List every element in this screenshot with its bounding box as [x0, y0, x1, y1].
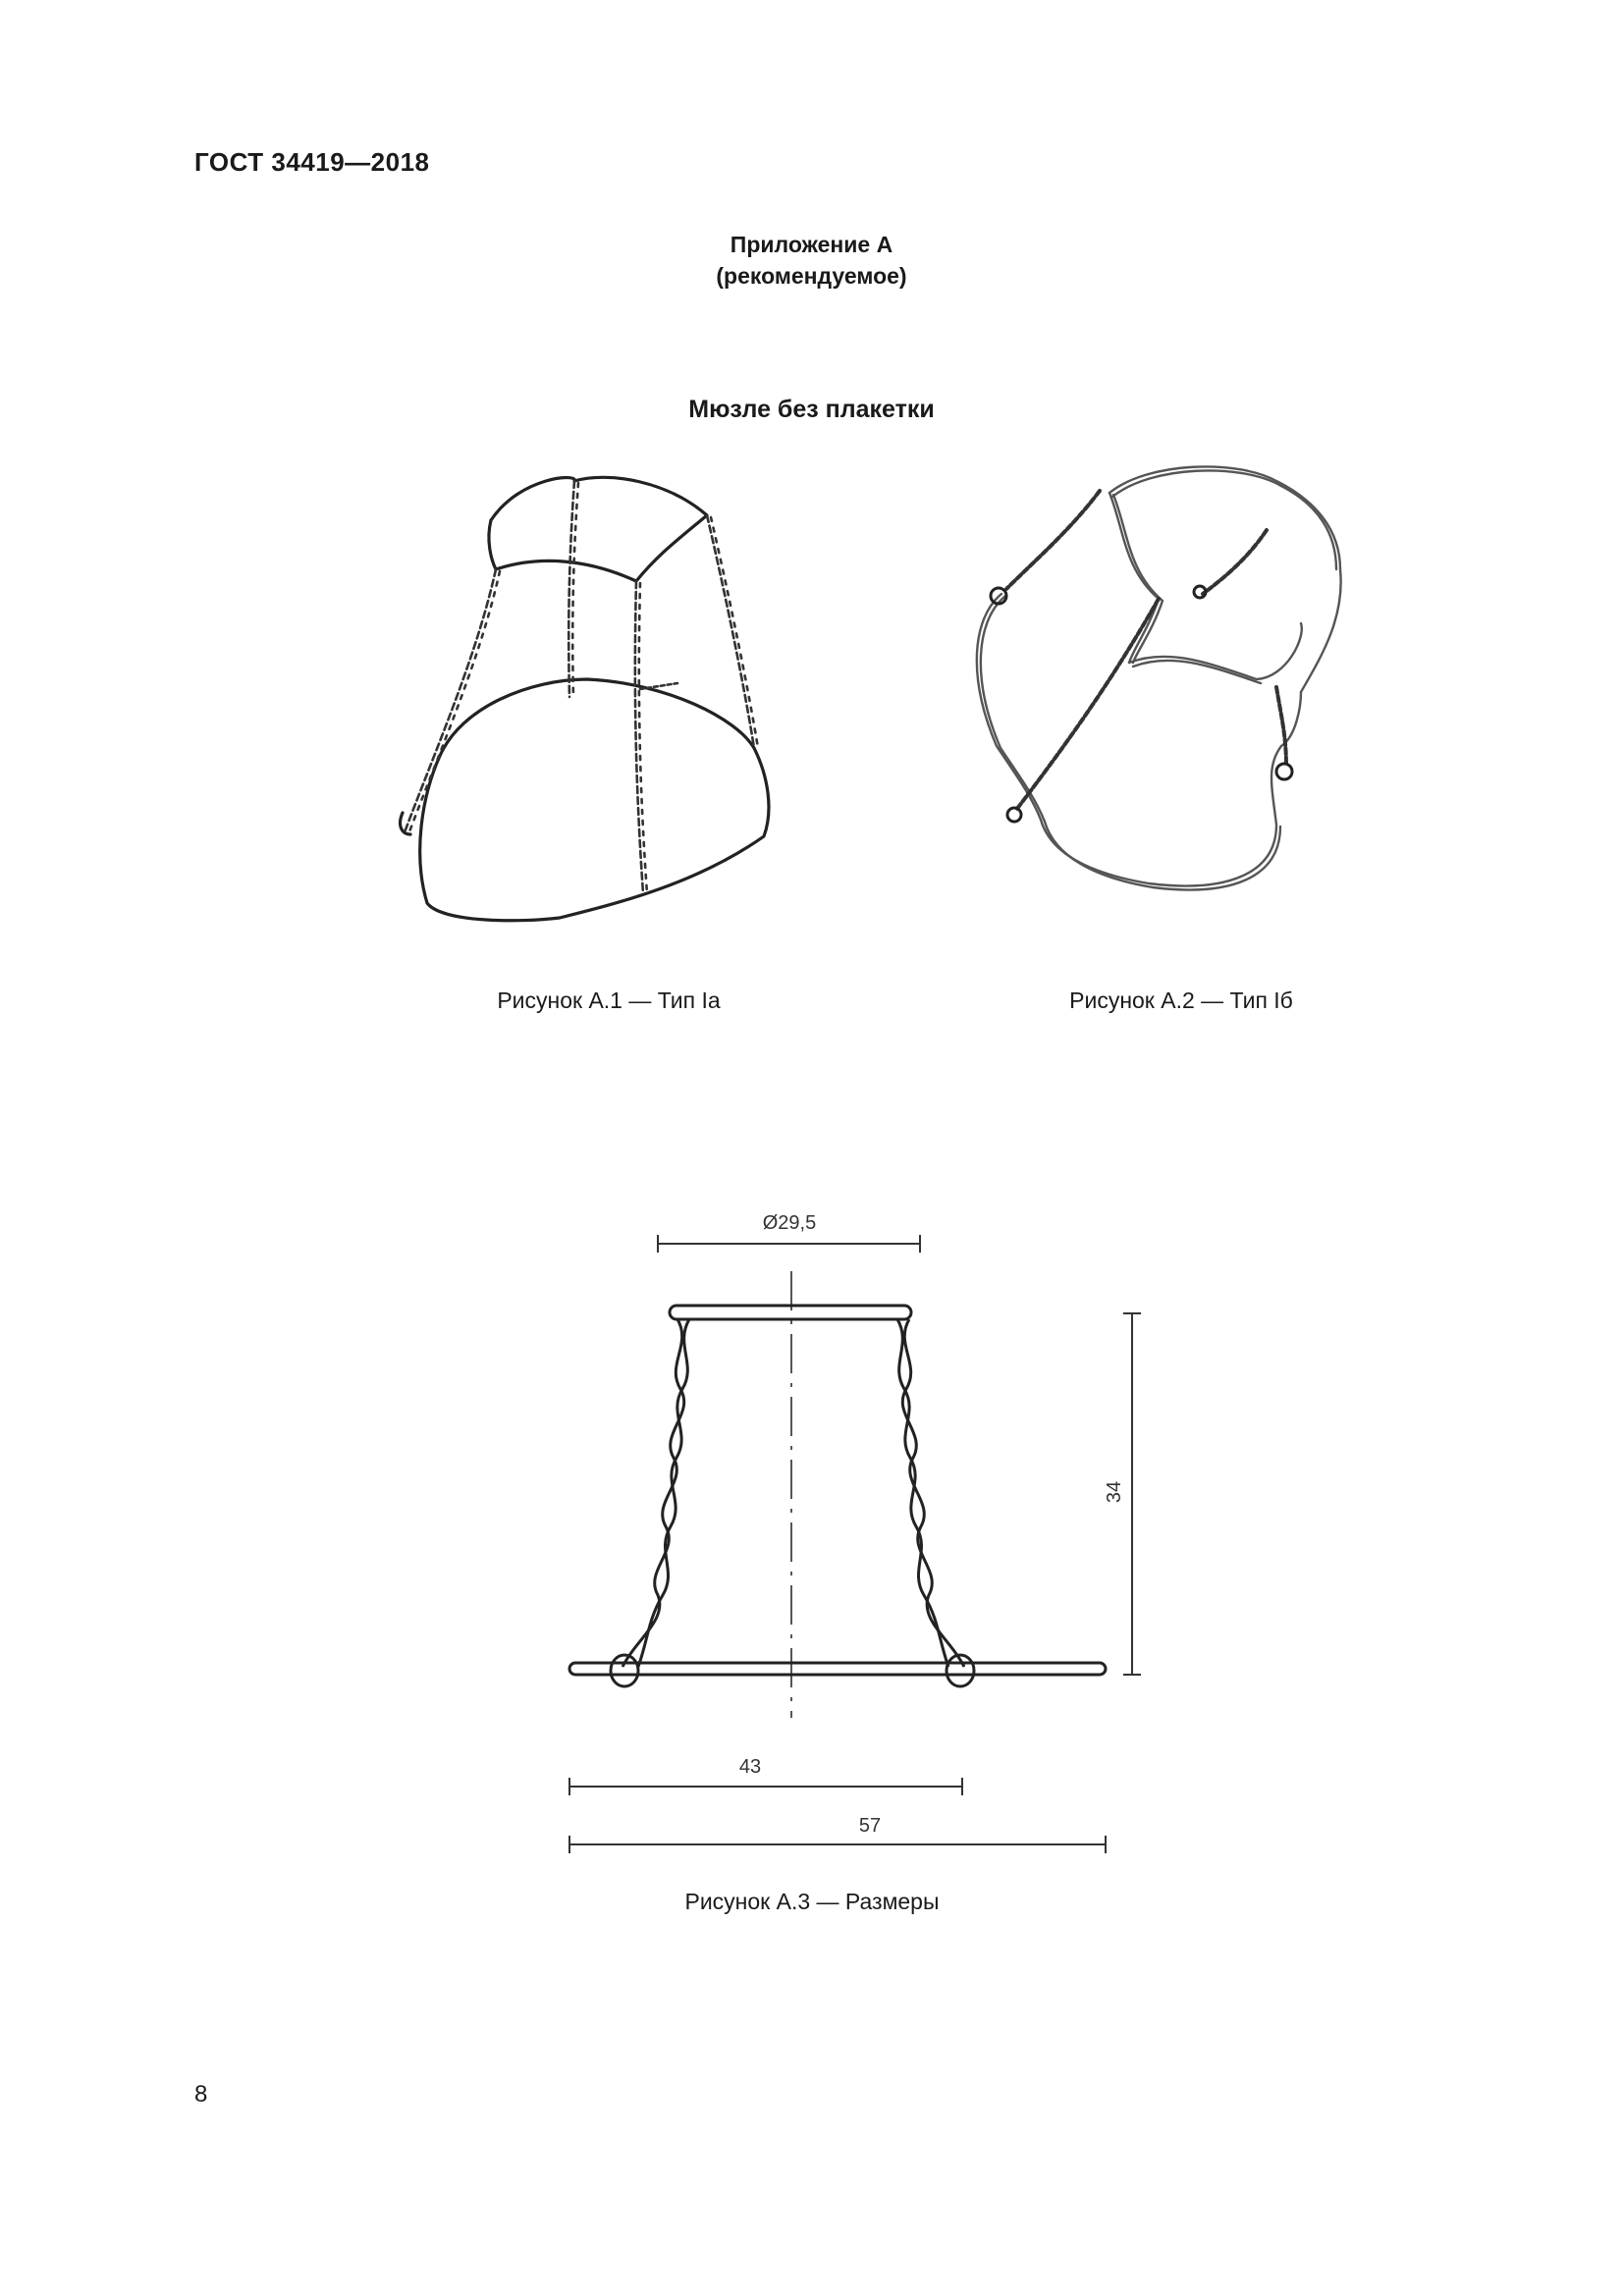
section-title: Мюзле без плакетки: [688, 396, 935, 423]
page-number: 8: [194, 2081, 208, 2108]
figure-a3-caption: Рисунок А.3 — Размеры: [684, 1889, 940, 1914]
appendix-title: Приложение А: [730, 232, 893, 257]
standard-header: ГОСТ 34419—2018: [194, 147, 430, 177]
appendix-status: (рекомендуемое): [716, 263, 907, 289]
appendix-heading: [0, 229, 1623, 292]
figure-a2-caption: Рисунок А.2 — Тип Iб: [1069, 988, 1293, 1013]
dim-outer-label: 57: [858, 1815, 882, 1837]
figure-a3-dimension-drawing: [550, 1198, 1159, 1885]
dim-inner-label: 43: [738, 1756, 762, 1778]
dim-diameter-label: Ø29,5: [762, 1212, 817, 1234]
figure-a2-wire-cage: [952, 452, 1384, 962]
dim-height-label: 34: [1104, 1480, 1125, 1504]
figure-a1-wire-cage: [383, 461, 795, 942]
figure-a1-caption: Рисунок А.1 — Тип Ia: [497, 988, 721, 1013]
